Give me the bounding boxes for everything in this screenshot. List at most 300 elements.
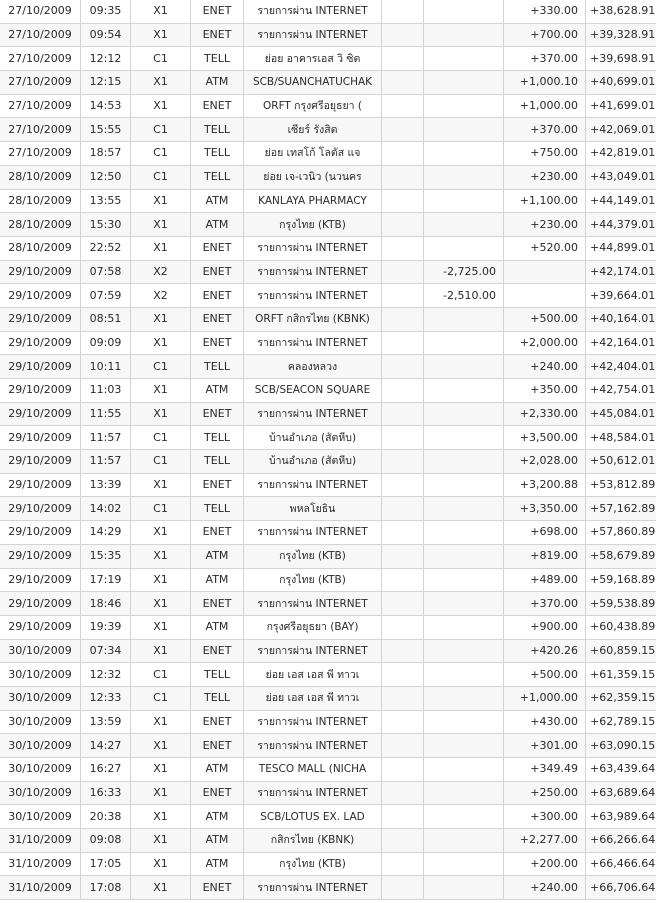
time-cell: 12:15: [81, 71, 131, 95]
code-cell: X1: [131, 213, 191, 237]
date-cell: 29/10/2009: [0, 592, 81, 616]
channel-cell: ATM: [191, 805, 244, 829]
channel-cell: ENET: [191, 307, 244, 331]
date-cell: 27/10/2009: [0, 71, 81, 95]
deposit-cell: +420.26: [504, 639, 586, 663]
code-cell: X1: [131, 189, 191, 213]
date-cell: 29/10/2009: [0, 544, 81, 568]
code-cell: C1: [131, 663, 191, 687]
channel-cell: ENET: [191, 521, 244, 545]
channel-cell: ATM: [191, 615, 244, 639]
description-cell: รายการผ่าน INTERNET: [244, 23, 382, 47]
date-cell: 29/10/2009: [0, 260, 81, 284]
deposit-cell: +2,277.00: [504, 829, 586, 853]
deposit-cell: +349.49: [504, 758, 586, 782]
deposit-cell: +301.00: [504, 734, 586, 758]
deposit-cell: +370.00: [504, 592, 586, 616]
blank-cell: [382, 663, 424, 687]
date-cell: 28/10/2009: [0, 213, 81, 237]
blank-cell: [382, 568, 424, 592]
table-row: [0, 544, 656, 568]
withdrawal-cell: [424, 876, 504, 900]
balance-cell: +41,699.01: [586, 94, 656, 118]
withdrawal-cell: [424, 426, 504, 450]
table-row: [0, 473, 656, 497]
time-cell: 10:11: [81, 355, 131, 379]
blank-cell: [382, 473, 424, 497]
deposit-cell: +1,100.00: [504, 189, 586, 213]
blank-cell: [382, 615, 424, 639]
table-row: [0, 307, 656, 331]
time-cell: 13:59: [81, 710, 131, 734]
date-cell: 29/10/2009: [0, 402, 81, 426]
channel-cell: ENET: [191, 402, 244, 426]
deposit-cell: +350.00: [504, 379, 586, 403]
date-cell: 27/10/2009: [0, 0, 81, 23]
withdrawal-cell: -2,510.00: [424, 284, 504, 308]
description-cell: รายการผ่าน INTERNET: [244, 781, 382, 805]
channel-cell: TELL: [191, 165, 244, 189]
channel-cell: ATM: [191, 544, 244, 568]
blank-cell: [382, 805, 424, 829]
code-cell: X1: [131, 236, 191, 260]
description-cell: KANLAYA PHARMACY: [244, 189, 382, 213]
blank-cell: [382, 734, 424, 758]
time-cell: 09:54: [81, 23, 131, 47]
blank-cell: [382, 307, 424, 331]
deposit-cell: +330.00: [504, 0, 586, 23]
code-cell: X1: [131, 521, 191, 545]
channel-cell: ENET: [191, 331, 244, 355]
description-cell: รายการผ่าน INTERNET: [244, 876, 382, 900]
table-row: [0, 781, 656, 805]
blank-cell: [382, 236, 424, 260]
channel-cell: ENET: [191, 94, 244, 118]
description-cell: บ้านอำเภอ (สัตหีบ): [244, 450, 382, 474]
channel-cell: ENET: [191, 639, 244, 663]
balance-cell: +42,164.01: [586, 331, 656, 355]
table-row: [0, 118, 656, 142]
deposit-cell: +500.00: [504, 307, 586, 331]
withdrawal-cell: [424, 592, 504, 616]
code-cell: C1: [131, 118, 191, 142]
balance-cell: +40,164.01: [586, 307, 656, 331]
date-cell: 29/10/2009: [0, 521, 81, 545]
time-cell: 20:38: [81, 805, 131, 829]
withdrawal-cell: [424, 710, 504, 734]
channel-cell: ATM: [191, 213, 244, 237]
date-cell: 31/10/2009: [0, 852, 81, 876]
description-cell: รายการผ่าน INTERNET: [244, 710, 382, 734]
deposit-cell: +700.00: [504, 23, 586, 47]
time-cell: 11:57: [81, 450, 131, 474]
date-cell: 30/10/2009: [0, 639, 81, 663]
balance-cell: +58,679.89: [586, 544, 656, 568]
table-row: [0, 47, 656, 71]
balance-cell: +63,439.64: [586, 758, 656, 782]
code-cell: X1: [131, 402, 191, 426]
description-cell: กรุงไทย (KTB): [244, 852, 382, 876]
time-cell: 09:09: [81, 331, 131, 355]
blank-cell: [382, 544, 424, 568]
balance-cell: +44,899.01: [586, 236, 656, 260]
deposit-cell: +240.00: [504, 876, 586, 900]
date-cell: 29/10/2009: [0, 379, 81, 403]
balance-cell: +62,789.15: [586, 710, 656, 734]
time-cell: 14:53: [81, 94, 131, 118]
description-cell: บ้านอำเภอ (สัตหีบ): [244, 426, 382, 450]
channel-cell: TELL: [191, 663, 244, 687]
code-cell: X1: [131, 639, 191, 663]
code-cell: X1: [131, 0, 191, 23]
deposit-cell: +2,028.00: [504, 450, 586, 474]
table-row: [0, 213, 656, 237]
blank-cell: [382, 284, 424, 308]
code-cell: X2: [131, 284, 191, 308]
blank-cell: [382, 592, 424, 616]
deposit-cell: +500.00: [504, 663, 586, 687]
channel-cell: ATM: [191, 852, 244, 876]
withdrawal-cell: [424, 568, 504, 592]
table-row: [0, 734, 656, 758]
channel-cell: ENET: [191, 710, 244, 734]
code-cell: X1: [131, 71, 191, 95]
blank-cell: [382, 686, 424, 710]
date-cell: 29/10/2009: [0, 355, 81, 379]
description-cell: รายการผ่าน INTERNET: [244, 260, 382, 284]
balance-cell: +40,699.01: [586, 71, 656, 95]
withdrawal-cell: [424, 213, 504, 237]
date-cell: 31/10/2009: [0, 829, 81, 853]
description-cell: รายการผ่าน INTERNET: [244, 473, 382, 497]
withdrawal-cell: [424, 639, 504, 663]
code-cell: C1: [131, 426, 191, 450]
table-row: [0, 71, 656, 95]
description-cell: รายการผ่าน INTERNET: [244, 521, 382, 545]
blank-cell: [382, 165, 424, 189]
time-cell: 16:33: [81, 781, 131, 805]
description-cell: เซียร์ รังสิต: [244, 118, 382, 142]
balance-cell: +66,266.64: [586, 829, 656, 853]
time-cell: 22:52: [81, 236, 131, 260]
table-row: [0, 450, 656, 474]
withdrawal-cell: [424, 734, 504, 758]
date-cell: 29/10/2009: [0, 426, 81, 450]
table-row: [0, 852, 656, 876]
blank-cell: [382, 71, 424, 95]
date-cell: 30/10/2009: [0, 781, 81, 805]
deposit-cell: +230.00: [504, 165, 586, 189]
description-cell: รายการผ่าน INTERNET: [244, 284, 382, 308]
description-cell: ย่อย เอส เอส พี ทาวเ: [244, 663, 382, 687]
description-cell: กรุงไทย (KTB): [244, 213, 382, 237]
time-cell: 12:50: [81, 165, 131, 189]
deposit-cell: +250.00: [504, 781, 586, 805]
balance-cell: +43,049.01: [586, 165, 656, 189]
time-cell: 17:19: [81, 568, 131, 592]
withdrawal-cell: [424, 307, 504, 331]
blank-cell: [382, 213, 424, 237]
code-cell: X1: [131, 758, 191, 782]
deposit-cell: +750.00: [504, 142, 586, 166]
table-row: [0, 331, 656, 355]
table-row: [0, 402, 656, 426]
balance-cell: +60,438.89: [586, 615, 656, 639]
deposit-cell: +1,000.10: [504, 71, 586, 95]
withdrawal-cell: [424, 118, 504, 142]
withdrawal-cell: [424, 544, 504, 568]
blank-cell: [382, 781, 424, 805]
date-cell: 30/10/2009: [0, 686, 81, 710]
channel-cell: ENET: [191, 284, 244, 308]
channel-cell: TELL: [191, 142, 244, 166]
balance-cell: +60,859.15: [586, 639, 656, 663]
description-cell: กรุงศรีอยุธยา (BAY): [244, 615, 382, 639]
date-cell: 29/10/2009: [0, 497, 81, 521]
table-row: [0, 379, 656, 403]
code-cell: C1: [131, 142, 191, 166]
code-cell: C1: [131, 450, 191, 474]
balance-cell: +53,812.89: [586, 473, 656, 497]
deposit-cell: +200.00: [504, 852, 586, 876]
channel-cell: ENET: [191, 876, 244, 900]
code-cell: X1: [131, 568, 191, 592]
channel-cell: TELL: [191, 450, 244, 474]
blank-cell: [382, 829, 424, 853]
table-row: [0, 686, 656, 710]
blank-cell: [382, 0, 424, 23]
balance-cell: +42,174.01: [586, 260, 656, 284]
blank-cell: [382, 852, 424, 876]
code-cell: X1: [131, 734, 191, 758]
description-cell: รายการผ่าน INTERNET: [244, 331, 382, 355]
withdrawal-cell: [424, 355, 504, 379]
date-cell: 29/10/2009: [0, 331, 81, 355]
table-row: [0, 189, 656, 213]
code-cell: C1: [131, 47, 191, 71]
description-cell: รายการผ่าน INTERNET: [244, 592, 382, 616]
code-cell: X1: [131, 307, 191, 331]
balance-cell: +39,328.91: [586, 23, 656, 47]
code-cell: C1: [131, 355, 191, 379]
table-row: [0, 0, 656, 23]
balance-cell: +39,664.01: [586, 284, 656, 308]
channel-cell: ENET: [191, 734, 244, 758]
blank-cell: [382, 450, 424, 474]
withdrawal-cell: [424, 473, 504, 497]
withdrawal-cell: [424, 189, 504, 213]
time-cell: 07:34: [81, 639, 131, 663]
withdrawal-cell: [424, 142, 504, 166]
code-cell: X2: [131, 260, 191, 284]
time-cell: 14:02: [81, 497, 131, 521]
date-cell: 29/10/2009: [0, 615, 81, 639]
date-cell: 29/10/2009: [0, 284, 81, 308]
blank-cell: [382, 142, 424, 166]
table-row: [0, 23, 656, 47]
table-row: [0, 805, 656, 829]
balance-cell: +63,989.64: [586, 805, 656, 829]
date-cell: 29/10/2009: [0, 450, 81, 474]
description-cell: กรุงไทย (KTB): [244, 544, 382, 568]
time-cell: 16:27: [81, 758, 131, 782]
date-cell: 27/10/2009: [0, 94, 81, 118]
withdrawal-cell: [424, 71, 504, 95]
table-row: [0, 521, 656, 545]
code-cell: X1: [131, 592, 191, 616]
date-cell: 27/10/2009: [0, 142, 81, 166]
channel-cell: TELL: [191, 355, 244, 379]
time-cell: 13:55: [81, 189, 131, 213]
code-cell: C1: [131, 686, 191, 710]
blank-cell: [382, 189, 424, 213]
time-cell: 18:46: [81, 592, 131, 616]
withdrawal-cell: [424, 402, 504, 426]
description-cell: SCB/LOTUS EX. LAD: [244, 805, 382, 829]
description-cell: TESCO MALL (NICHA: [244, 758, 382, 782]
time-cell: 11:57: [81, 426, 131, 450]
description-cell: พหลโยธิน: [244, 497, 382, 521]
description-cell: รายการผ่าน INTERNET: [244, 734, 382, 758]
code-cell: X1: [131, 615, 191, 639]
blank-cell: [382, 710, 424, 734]
date-cell: 27/10/2009: [0, 23, 81, 47]
deposit-cell: +370.00: [504, 47, 586, 71]
table-row: [0, 260, 656, 284]
balance-cell: +57,162.89: [586, 497, 656, 521]
withdrawal-cell: [424, 331, 504, 355]
description-cell: รายการผ่าน INTERNET: [244, 639, 382, 663]
withdrawal-cell: [424, 236, 504, 260]
withdrawal-cell: [424, 450, 504, 474]
time-cell: 12:32: [81, 663, 131, 687]
description-cell: SCB/SUANCHATUCHAK: [244, 71, 382, 95]
table-row: [0, 663, 656, 687]
balance-cell: +57,860.89: [586, 521, 656, 545]
date-cell: 30/10/2009: [0, 710, 81, 734]
blank-cell: [382, 497, 424, 521]
channel-cell: ATM: [191, 568, 244, 592]
channel-cell: TELL: [191, 686, 244, 710]
balance-cell: +66,466.64: [586, 852, 656, 876]
deposit-cell: +819.00: [504, 544, 586, 568]
withdrawal-cell: [424, 781, 504, 805]
time-cell: 12:12: [81, 47, 131, 71]
table-row: [0, 165, 656, 189]
withdrawal-cell: [424, 47, 504, 71]
balance-cell: +66,706.64: [586, 876, 656, 900]
blank-cell: [382, 379, 424, 403]
channel-cell: ENET: [191, 781, 244, 805]
blank-cell: [382, 402, 424, 426]
blank-cell: [382, 521, 424, 545]
description-cell: ย่อย อาคารเอส วิ ซิต: [244, 47, 382, 71]
table-row: [0, 829, 656, 853]
blank-cell: [382, 331, 424, 355]
deposit-cell: +520.00: [504, 236, 586, 260]
table-row: [0, 426, 656, 450]
withdrawal-cell: [424, 23, 504, 47]
date-cell: 27/10/2009: [0, 47, 81, 71]
table-row: [0, 615, 656, 639]
table-row: [0, 710, 656, 734]
code-cell: X1: [131, 876, 191, 900]
blank-cell: [382, 47, 424, 71]
time-cell: 07:58: [81, 260, 131, 284]
withdrawal-cell: [424, 615, 504, 639]
table-row: [0, 592, 656, 616]
time-cell: 15:30: [81, 213, 131, 237]
channel-cell: ENET: [191, 0, 244, 23]
withdrawal-cell: [424, 94, 504, 118]
withdrawal-cell: [424, 379, 504, 403]
time-cell: 15:55: [81, 118, 131, 142]
time-cell: 15:35: [81, 544, 131, 568]
blank-cell: [382, 639, 424, 663]
time-cell: 09:35: [81, 0, 131, 23]
deposit-cell: +300.00: [504, 805, 586, 829]
table-row: [0, 497, 656, 521]
time-cell: 11:03: [81, 379, 131, 403]
time-cell: 08:51: [81, 307, 131, 331]
balance-cell: +59,168.89: [586, 568, 656, 592]
channel-cell: ENET: [191, 473, 244, 497]
withdrawal-cell: [424, 758, 504, 782]
time-cell: 17:08: [81, 876, 131, 900]
description-cell: รายการผ่าน INTERNET: [244, 402, 382, 426]
code-cell: X1: [131, 94, 191, 118]
balance-cell: +63,689.64: [586, 781, 656, 805]
date-cell: 29/10/2009: [0, 473, 81, 497]
code-cell: C1: [131, 165, 191, 189]
date-cell: 30/10/2009: [0, 663, 81, 687]
date-cell: 27/10/2009: [0, 118, 81, 142]
balance-cell: +42,069.01: [586, 118, 656, 142]
code-cell: X1: [131, 805, 191, 829]
blank-cell: [382, 876, 424, 900]
description-cell: ย่อย เอส เอส พี ทาวเ: [244, 686, 382, 710]
balance-cell: +62,359.15: [586, 686, 656, 710]
deposit-cell: +1,000.00: [504, 94, 586, 118]
table-row: [0, 236, 656, 260]
channel-cell: TELL: [191, 497, 244, 521]
date-cell: 29/10/2009: [0, 568, 81, 592]
blank-cell: [382, 260, 424, 284]
blank-cell: [382, 23, 424, 47]
channel-cell: ATM: [191, 71, 244, 95]
channel-cell: TELL: [191, 47, 244, 71]
time-cell: 18:57: [81, 142, 131, 166]
withdrawal-cell: [424, 0, 504, 23]
table-row: [0, 876, 656, 900]
blank-cell: [382, 94, 424, 118]
time-cell: 13:39: [81, 473, 131, 497]
blank-cell: [382, 355, 424, 379]
description-cell: รายการผ่าน INTERNET: [244, 236, 382, 260]
code-cell: C1: [131, 497, 191, 521]
balance-cell: +38,628.91: [586, 0, 656, 23]
time-cell: 07:59: [81, 284, 131, 308]
table-row: [0, 142, 656, 166]
description-cell: รายการผ่าน INTERNET: [244, 0, 382, 23]
balance-cell: +44,149.01: [586, 189, 656, 213]
table-row: [0, 355, 656, 379]
balance-cell: +48,584.01: [586, 426, 656, 450]
channel-cell: ENET: [191, 236, 244, 260]
table-row: [0, 758, 656, 782]
code-cell: X1: [131, 23, 191, 47]
withdrawal-cell: [424, 686, 504, 710]
